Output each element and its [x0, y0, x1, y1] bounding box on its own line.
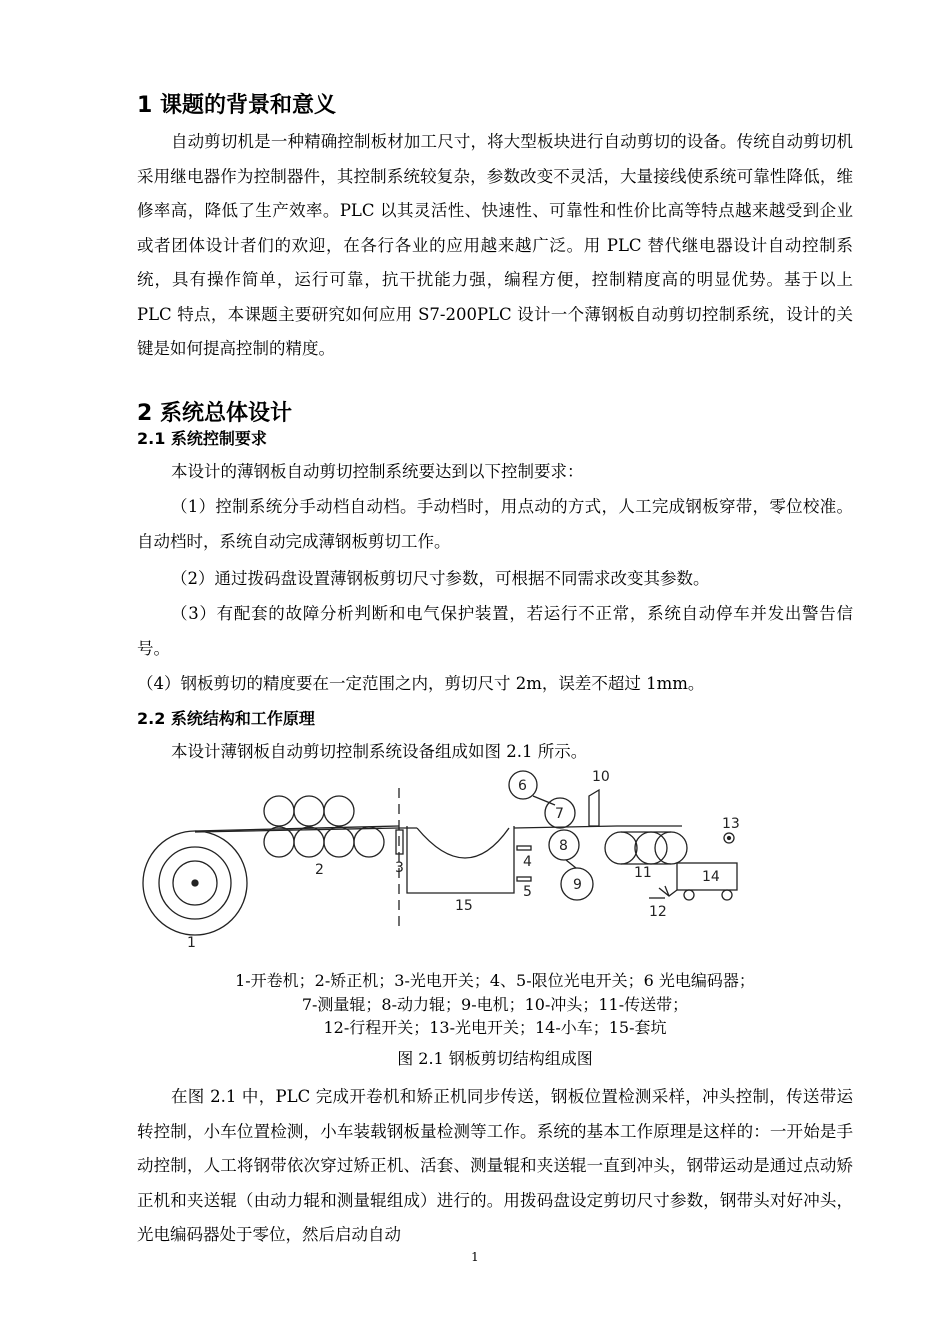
figure-label-12: 12 [649, 904, 667, 920]
steel-cutting-structure-diagram [137, 768, 853, 958]
figure-label-8: 8 [559, 838, 568, 854]
structure-intro: 本设计薄钢板自动剪切控制系统设备组成如图 2.1 所示。 [171, 742, 588, 761]
figure-label-9: 9 [573, 877, 582, 893]
figure-label-11: 11 [634, 865, 652, 881]
figure-label-5: 5 [523, 884, 532, 900]
section-1-heading: 1 课题的背景和意义 [137, 93, 336, 118]
requirement-item-2: （2）通过拨码盘设置薄钢板剪切尺寸参数，可根据不同需求改变其参数。 [171, 569, 710, 588]
figure-legend-line-1: 1-开卷机；2-矫正机；3-光电开关；4、5-限位光电开关；6 光电编码器； [235, 971, 755, 990]
figure-label-14: 14 [702, 869, 720, 885]
figure-label-7: 7 [555, 806, 564, 822]
figure-legend-line-3: 12-行程开关；13-光电开关；14-小车；15-套坑 [323, 1018, 667, 1037]
section-2-1-heading: 2.1 系统控制要求 [137, 429, 267, 448]
figure-caption: 图 2.1 钢板剪切结构组成图 [397, 1049, 593, 1068]
uncoiler-drawing [143, 831, 247, 935]
requirement-item-1: （1）控制系统分手动档自动档。手动档时，用点动的方式，人工完成钢板穿带，零位校准。自动档时，系统自动完成薄钢板剪切工作。 [137, 497, 853, 551]
figure-label-2: 2 [315, 862, 324, 878]
loop-pit [407, 826, 514, 893]
section-1-paragraph: 自动剪切机是一种精确控制板材加工尺寸，将大型板块进行自动剪切的设备。传统自动剪切机采用继电器作为控制器件，其控制系统较复杂，参数改变不灵活，大量接线使系统可靠性降低，维修率高，降低了生产效率。PLC 以其灵活性、快速性、可靠性和性价比高等特点越来越受到企业或者团体设计者们的欢迎，在各行各业的应用越来越广泛。用 PLC 替代继电器设计自动控制系统，具有操作简单，运行可靠，抗干扰能力强，编程方便，控制精度高的明显优势。基于以上 PLC 特点，本课题主要研究如何应用 S7-200PLC 设计一个薄钢板自动剪切控制系统，设计的关键是如何提高控制的精度。 [137, 132, 853, 358]
figure-label-1: 1 [187, 935, 196, 951]
figure-legend-line-2: 7-测量辊；8-动力辊；9-电机；10-冲头；11-传送带； [301, 995, 689, 1014]
section-2-heading: 2 系统总体设计 [137, 401, 292, 426]
conveyor [605, 832, 687, 864]
page-number: 1 [471, 1250, 479, 1264]
figure-label-15: 15 [455, 898, 473, 914]
figure-label-4: 4 [523, 854, 532, 870]
punch [589, 790, 599, 826]
requirement-item-3: （3）有配套的故障分析判断和电气保护装置，若运行不正常，系统自动停车并发出警告信号。 [137, 604, 853, 658]
requirements-intro: 本设计的薄钢板自动剪切控制系统要达到以下控制要求： [171, 462, 584, 481]
figure-label-10: 10 [592, 769, 610, 785]
section-2-2-heading: 2.2 系统结构和工作原理 [137, 709, 315, 728]
figure-label-3: 3 [395, 860, 404, 876]
requirement-item-4: （4）钢板剪切的精度要在一定范围之内，剪切尺寸 2m，误差不超过 1mm。 [137, 674, 705, 693]
working-principle-paragraph: 在图 2.1 中，PLC 完成开卷机和矫正机同步传送，钢板位置检测采样，冲头控制，传送带运转控制，小车位置检测，小车装载钢板量检测等工作。系统的基本工作原理是这样的：一开始是手动控制，人工将钢带依次穿过矫正机、活套、测量辊和夹送辊一直到冲头，钢带运动是通过点动矫正机和夹送辊（由动力辊和测量辊组成）进行的。用拨码盘设定剪切尺寸参数，钢带头对好冲头，光电编码器处于零位，然后启动自动 [137, 1087, 853, 1244]
figure-label-13: 13 [722, 816, 740, 832]
figure-label-6: 6 [518, 778, 527, 794]
